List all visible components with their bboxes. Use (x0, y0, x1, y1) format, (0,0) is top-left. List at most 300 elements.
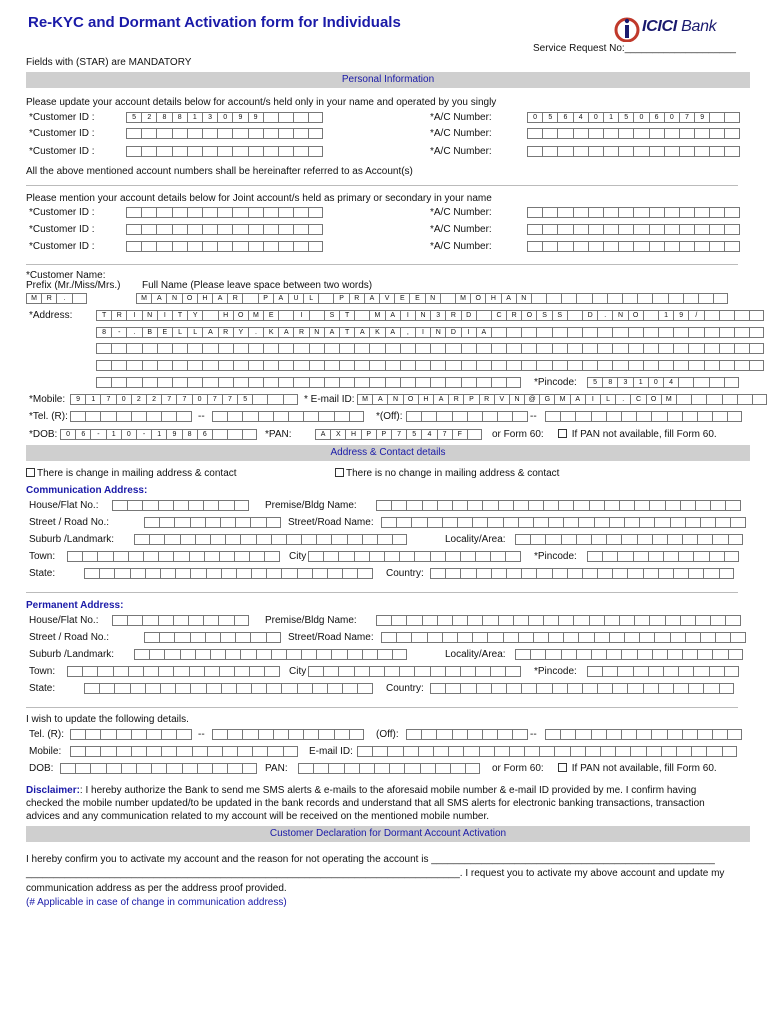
char-box[interactable] (195, 534, 210, 545)
char-box[interactable] (403, 746, 418, 757)
char-box[interactable] (697, 649, 712, 660)
char-box[interactable] (374, 763, 389, 774)
address-line-5-boxes[interactable] (96, 377, 521, 388)
char-box[interactable] (688, 360, 703, 371)
char-box[interactable] (506, 568, 521, 579)
char-box[interactable] (273, 411, 288, 422)
update-off-boxes[interactable] (545, 729, 742, 740)
char-box[interactable] (97, 551, 112, 562)
char-box[interactable] (582, 343, 597, 354)
char-box[interactable] (126, 146, 141, 157)
char-box[interactable] (267, 746, 282, 757)
char-box[interactable] (475, 551, 490, 562)
char-box[interactable]: A (385, 327, 400, 338)
char-box[interactable] (142, 377, 157, 388)
char-box[interactable] (527, 241, 542, 252)
char-box[interactable]: 5 (618, 112, 633, 123)
char-box[interactable] (344, 763, 359, 774)
char-box[interactable] (286, 649, 301, 660)
char-box[interactable] (430, 551, 445, 562)
char-box[interactable] (624, 632, 639, 643)
char-box[interactable] (506, 683, 521, 694)
char-box[interactable] (157, 360, 172, 371)
char-box[interactable] (709, 241, 724, 252)
char-box[interactable] (263, 377, 278, 388)
char-box[interactable] (248, 377, 263, 388)
char-box[interactable] (506, 327, 521, 338)
char-box[interactable] (700, 632, 715, 643)
char-box[interactable]: N (516, 293, 531, 304)
perm-suburb-boxes[interactable] (134, 649, 407, 660)
char-box[interactable] (727, 411, 742, 422)
char-box[interactable] (621, 411, 636, 422)
char-box[interactable] (536, 327, 551, 338)
char-box[interactable] (658, 568, 673, 579)
char-box[interactable] (637, 649, 652, 660)
char-box[interactable] (539, 746, 554, 757)
joint-ac-number-1-boxes[interactable] (527, 207, 740, 218)
char-box[interactable] (634, 500, 649, 511)
char-box[interactable] (190, 517, 205, 528)
char-box[interactable] (546, 293, 561, 304)
char-box[interactable] (673, 327, 688, 338)
char-box[interactable] (452, 615, 467, 626)
ac-number-2-boxes[interactable] (527, 128, 740, 139)
char-box[interactable] (606, 411, 621, 422)
char-box[interactable] (369, 666, 384, 677)
char-box[interactable] (377, 649, 392, 660)
char-box[interactable]: 1 (106, 429, 121, 440)
char-box[interactable] (309, 310, 324, 321)
perm-country-boxes[interactable] (430, 683, 734, 694)
char-box[interactable] (628, 343, 643, 354)
char-box[interactable] (433, 746, 448, 757)
char-box[interactable] (331, 534, 346, 545)
char-box[interactable] (342, 683, 357, 694)
char-box[interactable] (436, 729, 451, 740)
char-box[interactable] (587, 551, 602, 562)
char-box[interactable] (396, 517, 411, 528)
perm-city-boxes[interactable] (308, 666, 521, 677)
char-box[interactable] (627, 568, 642, 579)
update-form60-option[interactable] (558, 763, 717, 774)
char-box[interactable] (258, 729, 273, 740)
char-box[interactable] (695, 615, 710, 626)
char-box[interactable]: O (521, 310, 536, 321)
char-box[interactable] (281, 683, 296, 694)
char-box[interactable] (633, 666, 648, 677)
update-form60-checkbox[interactable] (558, 763, 567, 772)
char-box[interactable] (482, 729, 497, 740)
change-address-checkbox[interactable] (26, 468, 35, 477)
char-box[interactable] (637, 534, 652, 545)
char-box[interactable] (673, 568, 688, 579)
update-email-boxes[interactable] (357, 746, 737, 757)
customer-id-3-boxes[interactable] (126, 146, 323, 157)
char-box[interactable] (339, 377, 354, 388)
char-box[interactable] (218, 615, 233, 626)
char-box[interactable] (85, 729, 100, 740)
char-box[interactable] (724, 146, 739, 157)
char-box[interactable] (256, 534, 271, 545)
char-box[interactable] (545, 411, 560, 422)
char-box[interactable] (369, 360, 384, 371)
char-box[interactable] (202, 224, 217, 235)
form60-option[interactable] (558, 429, 717, 440)
char-box[interactable] (582, 360, 597, 371)
char-box[interactable]: 5 (542, 112, 557, 123)
char-box[interactable] (506, 377, 521, 388)
declaration-line-1[interactable]: I hereby confirm you to activate my account and the reason for not operating the account is ___________________________________________________ (26, 854, 715, 865)
char-box[interactable] (414, 551, 429, 562)
char-box[interactable]: T (339, 327, 354, 338)
char-box[interactable] (506, 360, 521, 371)
char-box[interactable] (127, 500, 142, 511)
char-box[interactable] (127, 615, 142, 626)
char-box[interactable]: 1 (658, 310, 673, 321)
char-box[interactable] (146, 411, 161, 422)
char-box[interactable] (205, 517, 220, 528)
address-line-1-boxes[interactable] (96, 310, 764, 321)
char-box[interactable] (414, 666, 429, 677)
char-box[interactable]: @ (524, 394, 539, 405)
char-box[interactable]: 0 (633, 112, 648, 123)
char-box[interactable] (724, 551, 739, 562)
char-box[interactable]: L (187, 327, 202, 338)
char-box[interactable]: . (126, 327, 141, 338)
char-box[interactable] (461, 343, 476, 354)
char-box[interactable] (235, 517, 250, 528)
char-box[interactable] (131, 411, 146, 422)
char-box[interactable] (460, 683, 475, 694)
char-box[interactable] (460, 551, 475, 562)
ac-number-3-boxes[interactable] (527, 146, 740, 157)
char-box[interactable] (703, 568, 718, 579)
char-box[interactable] (621, 649, 636, 660)
char-box[interactable] (172, 207, 187, 218)
char-box[interactable] (141, 241, 156, 252)
char-box[interactable] (263, 207, 278, 218)
char-box[interactable] (303, 411, 318, 422)
char-box[interactable] (536, 683, 551, 694)
char-box[interactable] (719, 343, 734, 354)
char-box[interactable] (99, 568, 114, 579)
char-box[interactable]: A (273, 293, 288, 304)
char-box[interactable] (658, 327, 673, 338)
char-box[interactable] (225, 649, 240, 660)
char-box[interactable] (573, 615, 588, 626)
char-box[interactable] (465, 763, 480, 774)
char-box[interactable] (422, 500, 437, 511)
char-box[interactable] (573, 146, 588, 157)
char-box[interactable] (174, 632, 189, 643)
char-box[interactable] (709, 128, 724, 139)
char-box[interactable] (354, 377, 369, 388)
char-box[interactable]: O (233, 310, 248, 321)
char-box[interactable] (594, 517, 609, 528)
char-box[interactable] (724, 224, 739, 235)
char-box[interactable] (461, 377, 476, 388)
char-box[interactable] (612, 360, 627, 371)
char-box[interactable] (385, 360, 400, 371)
char-box[interactable] (420, 763, 435, 774)
char-box[interactable] (164, 649, 179, 660)
char-box[interactable] (172, 377, 187, 388)
char-box[interactable] (256, 649, 271, 660)
char-box[interactable] (293, 377, 308, 388)
char-box[interactable] (719, 327, 734, 338)
char-box[interactable] (682, 534, 697, 545)
char-box[interactable]: A (278, 327, 293, 338)
char-box[interactable] (719, 683, 734, 694)
char-box[interactable] (75, 763, 90, 774)
char-box[interactable] (308, 128, 323, 139)
char-box[interactable] (263, 224, 278, 235)
char-box[interactable] (232, 128, 247, 139)
char-box[interactable] (202, 128, 217, 139)
customer-id-1-boxes[interactable] (126, 112, 323, 123)
char-box[interactable] (597, 343, 612, 354)
char-box[interactable] (411, 517, 426, 528)
char-box[interactable]: D (461, 310, 476, 321)
char-box[interactable] (518, 517, 533, 528)
char-box[interactable] (651, 729, 666, 740)
char-box[interactable] (273, 729, 288, 740)
char-box[interactable] (663, 551, 678, 562)
char-box[interactable] (271, 649, 286, 660)
char-box[interactable] (467, 729, 482, 740)
char-box[interactable] (142, 360, 157, 371)
char-box[interactable] (381, 632, 396, 643)
char-box[interactable] (536, 343, 551, 354)
char-box[interactable] (724, 666, 739, 677)
char-box[interactable] (146, 746, 161, 757)
char-box[interactable] (670, 632, 685, 643)
char-box[interactable] (248, 207, 263, 218)
char-box[interactable] (476, 360, 491, 371)
char-box[interactable] (678, 666, 693, 677)
dob-boxes[interactable] (60, 429, 257, 440)
char-box[interactable] (567, 310, 582, 321)
perm-pincode-boxes[interactable] (587, 666, 739, 677)
char-box[interactable] (724, 241, 739, 252)
char-box[interactable] (604, 500, 619, 511)
char-box[interactable] (542, 241, 557, 252)
char-box[interactable] (479, 746, 494, 757)
char-box[interactable] (399, 666, 414, 677)
char-box[interactable] (82, 666, 97, 677)
perm-street-name-boxes[interactable] (381, 632, 746, 643)
char-box[interactable] (202, 310, 217, 321)
char-box[interactable]: A (501, 293, 516, 304)
char-box[interactable] (212, 763, 227, 774)
char-box[interactable] (679, 224, 694, 235)
char-box[interactable] (263, 146, 278, 157)
char-box[interactable] (400, 360, 415, 371)
char-box[interactable] (634, 615, 649, 626)
char-box[interactable] (430, 683, 445, 694)
char-box[interactable] (618, 207, 633, 218)
char-box[interactable] (472, 632, 487, 643)
char-box[interactable]: N (142, 310, 157, 321)
pincode-boxes[interactable] (587, 377, 739, 388)
char-box[interactable] (573, 224, 588, 235)
char-box[interactable] (281, 568, 296, 579)
char-box[interactable] (491, 327, 506, 338)
char-box[interactable] (678, 551, 693, 562)
char-box[interactable] (461, 360, 476, 371)
char-box[interactable]: D (582, 310, 597, 321)
char-box[interactable] (126, 360, 141, 371)
char-box[interactable] (173, 666, 188, 677)
char-box[interactable] (725, 615, 740, 626)
char-box[interactable] (221, 683, 236, 694)
char-box[interactable] (670, 517, 685, 528)
char-box[interactable]: O (628, 310, 643, 321)
char-box[interactable] (278, 241, 293, 252)
char-box[interactable] (192, 746, 207, 757)
char-box[interactable] (542, 224, 557, 235)
char-box[interactable] (576, 534, 591, 545)
char-box[interactable] (691, 394, 706, 405)
char-box[interactable] (385, 377, 400, 388)
char-box[interactable] (141, 224, 156, 235)
char-box[interactable]: 0 (527, 112, 542, 123)
char-box[interactable] (264, 551, 279, 562)
char-box[interactable] (251, 568, 266, 579)
char-box[interactable] (157, 343, 172, 354)
char-box[interactable]: Y (233, 327, 248, 338)
char-box[interactable] (384, 666, 399, 677)
char-box[interactable] (475, 666, 490, 677)
char-box[interactable] (665, 615, 680, 626)
char-box[interactable] (327, 568, 342, 579)
char-box[interactable] (218, 343, 233, 354)
char-box[interactable] (391, 615, 406, 626)
char-box[interactable] (202, 241, 217, 252)
char-box[interactable]: D (445, 327, 460, 338)
char-box[interactable] (411, 632, 426, 643)
char-box[interactable] (624, 517, 639, 528)
char-box[interactable]: T (96, 310, 111, 321)
char-box[interactable] (467, 429, 482, 440)
char-box[interactable]: 7 (437, 429, 452, 440)
char-box[interactable] (187, 128, 202, 139)
char-box[interactable] (578, 517, 593, 528)
char-box[interactable] (695, 500, 710, 511)
char-box[interactable] (567, 327, 582, 338)
char-box[interactable] (505, 666, 520, 677)
char-box[interactable] (126, 207, 141, 218)
char-box[interactable] (338, 666, 353, 677)
char-box[interactable] (688, 327, 703, 338)
char-box[interactable] (70, 411, 85, 422)
char-box[interactable] (730, 517, 745, 528)
char-box[interactable] (70, 746, 85, 757)
char-box[interactable] (627, 683, 642, 694)
char-box[interactable] (649, 615, 664, 626)
char-box[interactable] (722, 746, 737, 757)
char-box[interactable] (312, 683, 327, 694)
char-box[interactable]: E (409, 293, 424, 304)
char-box[interactable] (697, 411, 712, 422)
char-box[interactable] (649, 128, 664, 139)
char-box[interactable] (497, 411, 512, 422)
char-box[interactable]: I (400, 310, 415, 321)
char-box[interactable] (297, 683, 312, 694)
char-box[interactable] (452, 500, 467, 511)
char-box[interactable] (582, 327, 597, 338)
char-box[interactable] (676, 746, 691, 757)
char-box[interactable] (354, 551, 369, 562)
char-box[interactable] (588, 128, 603, 139)
char-box[interactable] (263, 241, 278, 252)
char-box[interactable] (524, 746, 539, 757)
update-dob-boxes[interactable] (60, 763, 257, 774)
char-box[interactable] (240, 534, 255, 545)
char-box[interactable] (664, 128, 679, 139)
char-box[interactable]: L (172, 327, 187, 338)
char-box[interactable] (204, 666, 219, 677)
char-box[interactable] (301, 534, 316, 545)
char-box[interactable] (357, 683, 372, 694)
char-box[interactable] (248, 224, 263, 235)
char-box[interactable] (445, 551, 460, 562)
char-box[interactable] (552, 683, 567, 694)
char-box[interactable] (530, 649, 545, 660)
char-box[interactable] (400, 377, 415, 388)
char-box[interactable]: M (357, 394, 372, 405)
form60-checkbox[interactable] (558, 429, 567, 438)
char-box[interactable]: 1 (187, 112, 202, 123)
char-box[interactable]: T (339, 310, 354, 321)
char-box[interactable] (621, 729, 636, 740)
char-box[interactable] (683, 293, 698, 304)
pan-boxes[interactable] (315, 429, 482, 440)
char-box[interactable] (633, 146, 648, 157)
char-box[interactable] (694, 146, 709, 157)
char-box[interactable] (621, 534, 636, 545)
char-box[interactable]: S (324, 310, 339, 321)
char-box[interactable] (609, 517, 624, 528)
char-box[interactable] (573, 207, 588, 218)
char-box[interactable] (648, 666, 663, 677)
char-box[interactable] (654, 632, 669, 643)
char-box[interactable] (172, 343, 187, 354)
char-box[interactable]: O (646, 394, 661, 405)
char-box[interactable] (252, 746, 267, 757)
char-box[interactable] (618, 224, 633, 235)
char-box[interactable] (187, 224, 202, 235)
address-line-4-boxes[interactable] (96, 360, 764, 371)
char-box[interactable] (661, 746, 676, 757)
char-box[interactable] (357, 568, 372, 579)
char-box[interactable] (293, 207, 308, 218)
char-box[interactable] (545, 649, 560, 660)
char-box[interactable] (293, 146, 308, 157)
char-box[interactable]: R (41, 293, 56, 304)
char-box[interactable] (233, 343, 248, 354)
char-box[interactable] (734, 310, 749, 321)
char-box[interactable] (531, 293, 546, 304)
char-box[interactable] (457, 517, 472, 528)
char-box[interactable] (415, 377, 430, 388)
char-box[interactable] (339, 360, 354, 371)
char-box[interactable] (667, 411, 682, 422)
char-box[interactable] (227, 763, 242, 774)
char-box[interactable] (724, 128, 739, 139)
char-box[interactable] (573, 500, 588, 511)
